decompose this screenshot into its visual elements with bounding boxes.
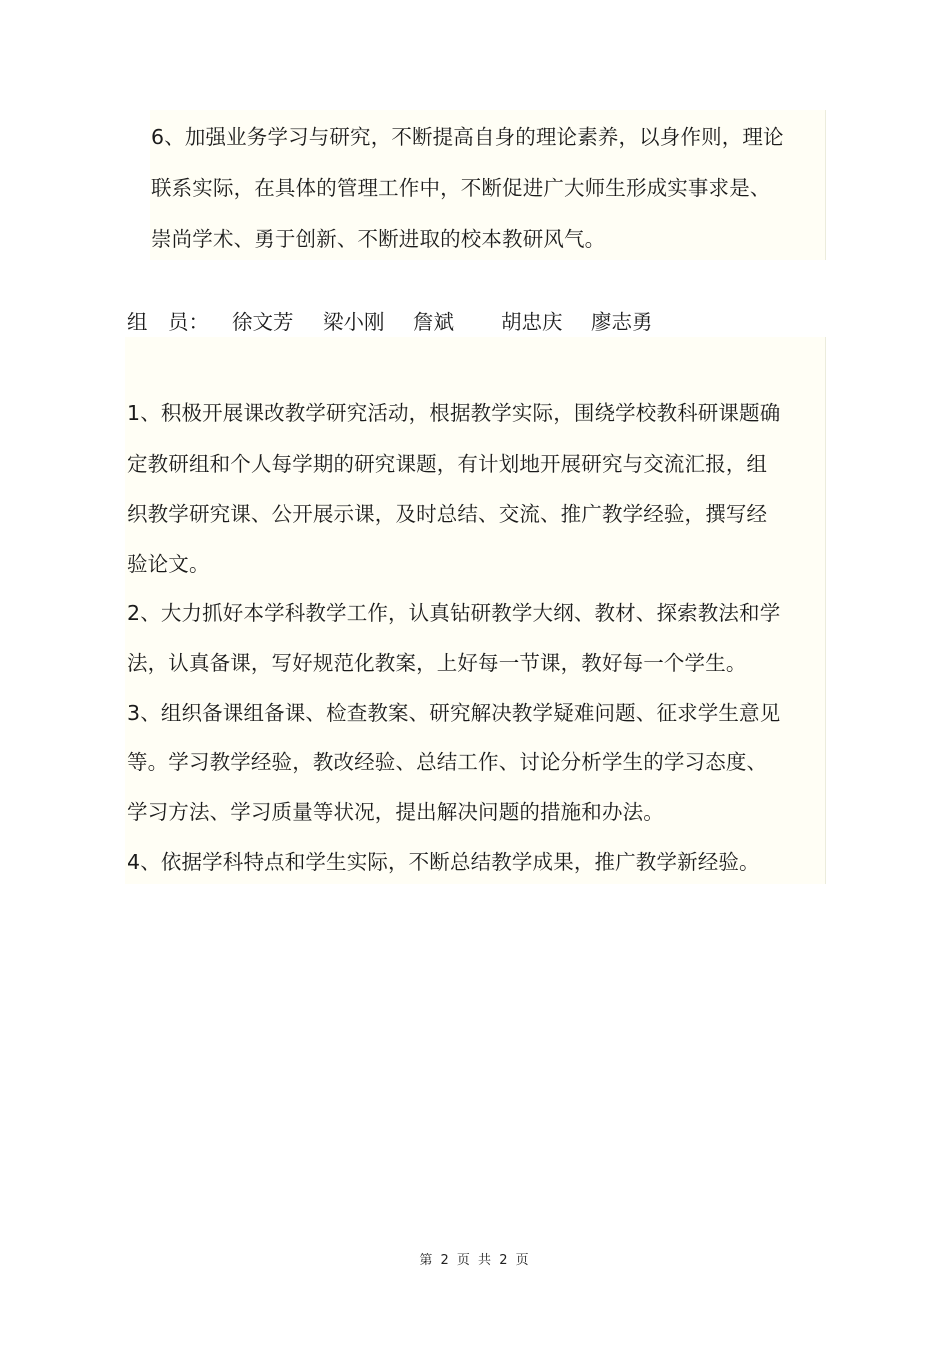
paragraph-3-line-1: 3、组织备课组备课、检查教案、研究解决教学疑难问题、征求学生意见 [127,701,781,725]
paragraph-6-line-2: 联系实际，在具体的管理工作中，不断促进广大师生形成实事求是、 [151,176,771,200]
member-name: 胡忠庆 [501,310,563,334]
page-number: 第 2 页 共 2 页 [419,1253,531,1268]
member-name: 徐文芳 [232,310,294,334]
member-name: 廖志勇 [591,310,653,334]
members-label: 组 员： [127,310,209,334]
paragraph-3-line-3: 学习方法、学习质量等状况，提出解决问题的措施和办法。 [127,800,664,824]
paragraph-1-line-2: 定教研组和个人每学期的研究课题，有计划地开展研究与交流汇报，组 [127,452,768,476]
member-name: 詹斌 [413,310,454,334]
member-name: 梁小刚 [323,310,385,334]
paragraph-2-line-2: 法，认真备课，写好规范化教案，上好每一节课，教好每一个学生。 [127,651,747,675]
paragraph-6-line-1: 6、加强业务学习与研究，不断提高自身的理论素养，以身作则，理论 [151,125,784,149]
paragraph-1-line-1: 1、积极开展课改教学研究活动，根据教学实际，围绕学校教科研课题确 [127,401,781,425]
paragraph-1-line-4: 验论文。 [127,552,210,576]
paragraph-3-line-2: 等。学习教学经验，教改经验、总结工作、讨论分析学生的学习态度、 [127,750,768,774]
paragraph-4-line-1: 4、依据学科特点和学生实际，不断总结教学成果，推广教学新经验。 [127,850,760,874]
paragraph-1-line-3: 织教学研究课、公开展示课，及时总结、交流、推广教学经验，撰写经 [127,502,768,526]
paragraph-2-line-1: 2、大力抓好本学科教学工作，认真钻研教学大纲、教材、探索教法和学 [127,601,781,625]
paragraph-6-line-3: 崇尚学术、勇于创新、不断进取的校本教研风气。 [151,227,606,251]
